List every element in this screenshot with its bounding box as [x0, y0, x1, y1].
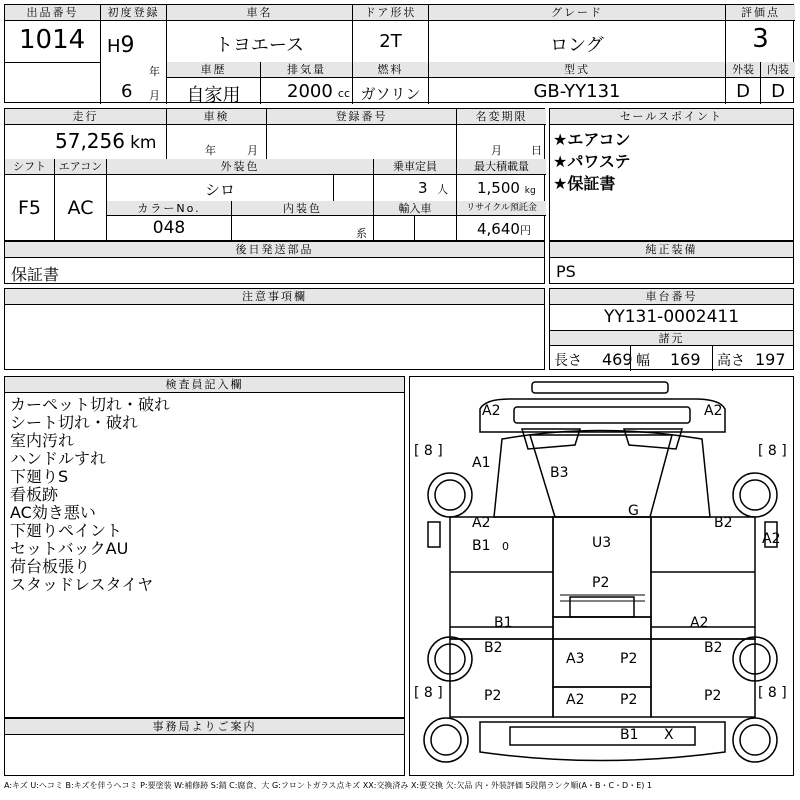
score-cell [726, 5, 795, 62]
capacity-unit: 人 [437, 183, 449, 196]
later-parts-box [4, 241, 545, 284]
grade: ロング [550, 35, 604, 56]
inspection-year-unit: 年 [205, 144, 216, 157]
import-cell [374, 201, 457, 242]
sales-points-label: セールスポイント [550, 109, 793, 125]
interior-grade: D [771, 81, 785, 102]
year: 9 [120, 33, 135, 58]
mark-p2-right: P2 [704, 688, 722, 704]
fuel: ガソリン [360, 85, 421, 103]
sales-points-box [549, 108, 794, 241]
interior-label: 内装 [761, 62, 795, 78]
vehicle-info-block [4, 108, 545, 241]
mileage-cell [5, 109, 167, 159]
grade-cell [429, 5, 726, 62]
mark-x-rear: X [664, 727, 674, 743]
shift-label: シフト [5, 159, 54, 175]
inspector-item: ハンドルすれ [10, 449, 107, 468]
width-label: 幅 [636, 353, 650, 369]
month: 6 [121, 81, 133, 102]
reg-no-cell [267, 109, 457, 159]
reg-no-label: 登録番号 [267, 109, 456, 125]
ext-color-label: 外装色 [107, 159, 373, 175]
inspection-label: 車検 [167, 109, 266, 125]
mark-small-0: 0 [502, 540, 509, 553]
inspector-item: AC効き悪い [10, 503, 96, 522]
tire-tl: [ 8 ] [414, 443, 443, 459]
sales-point-item: ★エアコン [553, 130, 631, 149]
history-cell [167, 62, 261, 104]
displacement-label: 排気量 [261, 62, 352, 78]
inspection-cell [167, 109, 267, 159]
inspector-item: 室内汚れ [10, 431, 75, 450]
recycle: 4,640 [477, 220, 520, 238]
int-color-suffix: 系 [356, 227, 367, 240]
car-name: トヨエース [214, 35, 305, 56]
notes-box [4, 288, 545, 370]
height-label: 高さ [717, 353, 745, 369]
tire-tr: [ 8 ] [758, 443, 787, 459]
sales-points-list [553, 129, 631, 195]
name-month-unit: 月 [491, 144, 502, 157]
width-value: 169 [670, 350, 701, 369]
model-cell [429, 62, 726, 104]
lot-label: 出品番号 [5, 5, 100, 21]
mark-b2-right-lower: B2 [704, 640, 723, 656]
color-no-cell [107, 201, 232, 242]
length-value: 469 [602, 350, 633, 369]
mark-a2-left: A2 [472, 515, 491, 531]
name-day-unit: 日 [531, 144, 542, 157]
displacement-cell [261, 62, 353, 104]
genuine-equipment-label: 純正装備 [550, 242, 793, 258]
height-value: 197 [755, 350, 786, 369]
mileage-label: 走行 [5, 109, 166, 125]
grade-label: グレード [429, 5, 725, 21]
mark-a2-front-right: A2 [704, 403, 723, 419]
door-shape: 2T [379, 31, 402, 52]
lot-blank [5, 62, 101, 104]
mark-p2-rear: P2 [620, 692, 638, 708]
max-load: 1,500 [477, 179, 520, 197]
mark-a3: A3 [566, 651, 585, 667]
color-no: 048 [152, 218, 186, 238]
mark-u3: U3 [592, 535, 612, 551]
vehicle-diagram [409, 376, 794, 776]
first-reg-label: 初度登録 [101, 5, 166, 21]
office-label: 事務局よりご案内 [5, 719, 404, 735]
recycle-unit: 円 [519, 224, 531, 237]
ext-color-cell [107, 159, 374, 201]
chassis-number: YY131-0002411 [603, 307, 740, 327]
lot-cell [5, 5, 101, 62]
max-load-unit: kg [524, 186, 536, 196]
max-load-label: 最大積載量 [457, 159, 546, 175]
inspector-box [4, 376, 405, 718]
name-change-label: 名変期限 [457, 109, 546, 125]
sales-point-item: ★保証書 [553, 174, 616, 193]
mark-b1-left: B1 [472, 538, 491, 554]
inspector-item: 荷台板張り [10, 557, 91, 576]
sales-point-item: ★パワステ [553, 152, 631, 171]
ext-color: シロ [204, 181, 235, 199]
specs-label: 諸元 [550, 330, 793, 346]
length-label: 長さ [554, 353, 582, 369]
year-unit: 年 [149, 65, 160, 78]
history: 自家用 [186, 85, 241, 106]
mark-p2-left: P2 [484, 688, 502, 704]
exterior-grade: D [736, 81, 750, 102]
genuine-equipment-value: PS [556, 262, 576, 281]
ac-cell [55, 159, 107, 242]
recycle-cell [457, 201, 546, 242]
capacity: 3 [418, 179, 428, 197]
chassis-box [549, 288, 794, 370]
inspector-item: 下廻りS [10, 467, 69, 486]
mark-b2-right-upper: B2 [714, 515, 733, 531]
color-no-label: カラーNo. [107, 201, 231, 216]
mark-a2-rear: A2 [566, 692, 585, 708]
score-label: 評価点 [726, 5, 795, 21]
header-block [4, 4, 794, 106]
recycle-label: リサイクル預託金 [457, 201, 546, 216]
era: H [107, 36, 121, 57]
inspector-item: セットバックAU [10, 539, 129, 558]
history-label: 車歴 [167, 62, 260, 78]
mileage: 57,256 [55, 129, 125, 153]
ac-label: エアコン [55, 159, 106, 175]
displacement-unit: cc [337, 87, 351, 100]
inspector-label: 検査員記入欄 [5, 377, 404, 393]
mark-a2-right-edge: A2 [762, 531, 781, 547]
mileage-unit: km [130, 133, 157, 153]
mark-g: G [628, 503, 639, 519]
mark-b1-rear: B1 [620, 727, 639, 743]
chassis-label: 車台番号 [550, 289, 793, 305]
inspector-list [10, 396, 170, 594]
door-label: ドア形状 [353, 5, 428, 21]
genuine-equipment-box [549, 241, 794, 284]
inspector-item: カーペット切れ・破れ [10, 395, 171, 414]
int-color-cell [232, 201, 374, 242]
shift-cell [5, 159, 55, 242]
fuel-cell [353, 62, 429, 104]
import-label: 輸入車 [374, 201, 456, 216]
interior-cell [761, 62, 795, 104]
capacity-label: 乗車定員 [374, 159, 456, 175]
mark-p2-center: P2 [592, 575, 610, 591]
door-cell [353, 5, 429, 62]
later-parts-label: 後日発送部品 [5, 242, 544, 258]
later-parts-value: 保証書 [11, 265, 60, 284]
notes-label: 注意事項欄 [5, 289, 544, 305]
score: 3 [752, 24, 769, 54]
car-name-cell [167, 5, 353, 62]
mark-a2-front-left: A2 [482, 403, 501, 419]
max-load-cell [457, 159, 546, 201]
car-name-label: 車名 [167, 5, 352, 21]
mark-b1-mid: B1 [494, 615, 513, 631]
displacement: 2000 [287, 81, 333, 102]
shift: F5 [17, 197, 42, 219]
mark-a1: A1 [472, 455, 491, 471]
int-color-label: 内装色 [232, 201, 373, 216]
mark-a2-mid-right: A2 [690, 615, 709, 631]
office-box [4, 718, 405, 776]
fuel-label: 燃料 [353, 62, 428, 78]
month-unit: 月 [149, 89, 160, 102]
exterior-label: 外装 [726, 62, 760, 78]
capacity-cell [374, 159, 457, 201]
mark-b2-left-lower: B2 [484, 640, 503, 656]
mark-b3: B3 [550, 465, 569, 481]
name-change-cell [457, 109, 546, 159]
legend: A:キズ U:ヘコミ B:キズを伴うヘコミ P:要塗装 W:補修跡 S:錆 C:腐食、大 G:フロントガラス点キズ XX:交換済み X:要交換 欠:欠品 内・外装評価 5段階ランク順(A・B・C・D・E) 1 [4, 781, 653, 790]
inspector-item: 下廻りペイント [10, 521, 123, 540]
tire-br: [ 8 ] [758, 685, 787, 701]
tire-bl: [ 8 ] [414, 685, 443, 701]
inspector-item: スタッドレスタイヤ [10, 575, 154, 594]
model-label: 型式 [429, 62, 725, 78]
inspector-item: 看板跡 [10, 485, 59, 504]
ac: AC [67, 197, 94, 219]
lot-number: 1014 [19, 25, 86, 55]
exterior-cell [726, 62, 761, 104]
model-code: GB-YY131 [533, 81, 621, 102]
first-reg-cell [101, 5, 167, 104]
inspector-item: シート切れ・破れ [10, 413, 139, 432]
mark-p2-lower: P2 [620, 651, 638, 667]
inspection-month-unit: 月 [247, 144, 258, 157]
